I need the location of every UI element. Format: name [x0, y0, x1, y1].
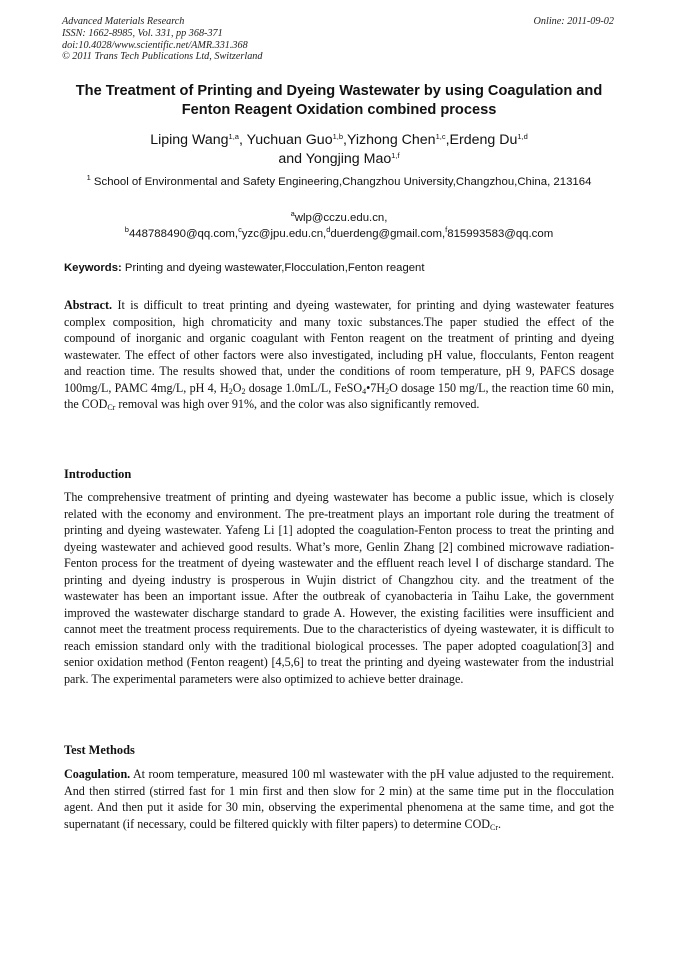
- keywords-text: Printing and dyeing wastewater,Flocculation,Fenton reagent: [121, 262, 425, 274]
- author-list: [55, 131, 623, 169]
- keywords-label: Keywords:: [64, 262, 122, 274]
- author-superscript: 1,b: [332, 132, 344, 141]
- abstract-text: O: [232, 380, 242, 395]
- coagulation-text-end: .: [498, 816, 502, 831]
- abstract-text: removal was high over 91%, and the color was also significantly removed.: [115, 397, 480, 411]
- doi-line: doi:10.4028/www.scientific.net/AMR.331.368: [62, 39, 248, 51]
- copyright-line: © 2011 Trans Tech Publications Ltd, Switzerland: [62, 51, 263, 63]
- abstract-text: It is difficult to treat printing and dyeing wastewater, for printing and dying wastewater features complex composition, high chromaticity and many toxic substances.The paper studied the effect of the compound of inorganic and organic coagulant with Fenton reagent on the treatment of printing and dyeing wastewater. The effect of other factors were also investigated, including pH value, flocculants, Fenton reagent and reaction time. The results showed that, under the conditions of room temperature, pH 9, PAFCS dosage 100mg/L, PAMC 4mg/L, pH 4, H: [64, 298, 614, 395]
- abstract-paragraph: [64, 297, 614, 413]
- abstract-text: •7H: [366, 380, 386, 395]
- paper-title: The Treatment of Printing and Dyeing Wastewater by using Coagulation and Fenton Reagent Oxidation combined process: [75, 83, 603, 118]
- author-superscript: 1,d: [517, 132, 528, 141]
- subscript: Cr: [490, 822, 499, 832]
- section-heading-test-methods: Test Methods: [64, 743, 135, 757]
- subscript: 4: [362, 386, 367, 396]
- author-name: , Yuchuan Guo: [238, 132, 333, 148]
- author-name: ,Erdeng Du: [445, 132, 518, 148]
- journal-name: Advanced Materials Research: [62, 16, 185, 27]
- email-superscript: d: [326, 224, 331, 234]
- email-superscript: f: [445, 224, 448, 234]
- email-b: 448788490@qq.com,: [128, 227, 239, 240]
- author-superscript: 1,f: [391, 151, 400, 160]
- abstract-text: dosage 1.0mL/L, FeSO: [245, 380, 363, 395]
- email-c: yzc@jpu.edu.cn,: [241, 227, 327, 240]
- online-date: Online: 2011-09-02: [533, 16, 614, 27]
- subscript: 2: [385, 386, 390, 396]
- affiliation: [80, 175, 598, 190]
- email-f: 815993583@qq.com: [447, 227, 554, 240]
- coagulation-text: At room temperature, measured 100 ml wastewater with the pH value adjusted to the requirement. And then stirred (stirred fast for 1 min first and then slow for 2 min) at the same time put in the flocculation agent. And then put it aside for 30 min, observing the experimental phenomena at the same time, and got the supernatant (if necessary, could be filtered quickly with filter papers) to determine COD: [64, 767, 614, 831]
- journal-header: [62, 16, 262, 63]
- introduction-paragraph: The comprehensive treatment of printing and dyeing wastewater has become a public issue, which is closely related with the economy and environment. The pre-treatment plays an important role during the treatment of printing and dyeing wastewater. Yafeng Li [1] adopted the coagulation-Fenton process to treat the printing and dyeing wastewater and achieved good results. What’s more, Genlin Zhang [2] combined microwave radiation-Fenton process for the treatment of dyeing wastewater and the effluent reach level Ⅰ of discharge standard. The printing and dyeing industry is prosperous in Wujin district of Changzhou city. and the treatment of the wastewater has been an important issue. After the outbreak of cyanobacteria in Taihu Lake, the government improved the wastewater discharge standard to grade A. However, the existing facilities were insufficient and cannot meet the treatment process requirements. Due to the characteristics of dyeing wastewater, it is difficult to reach emission standard only with the traditional biological processes. The paper adopted coagulation[3] and senior oxidation method (Fenton reagent) [4,5,6] to treat the printing and dyeing wastewater from the industrial park. The experimental parameters were also optimized to achieve better drainage.: [64, 490, 614, 686]
- affiliation-text: School of Environmental and Safety Engineering,Changzhou University,Changzhou,China, 213164: [90, 176, 592, 188]
- author-name: ,Yizhong Chen: [343, 132, 436, 148]
- subscript: 2: [241, 386, 246, 396]
- abstract-label: Abstract.: [64, 298, 113, 312]
- coagulation-label: Coagulation.: [64, 767, 131, 781]
- section-heading-introduction: Introduction: [64, 467, 132, 481]
- author-name: Liping Wang: [150, 132, 229, 148]
- email-superscript: a: [290, 209, 295, 218]
- email-d: duerdeng@gmail.com,: [330, 227, 446, 240]
- email-superscript: c: [238, 224, 242, 234]
- abstract-text: O dosage 150 mg/L, the reaction time 60 min, the COD: [64, 380, 615, 411]
- author-name: and Yongjing Mao: [278, 151, 392, 167]
- subscript: Cr: [107, 403, 116, 412]
- affiliation-superscript: 1: [86, 173, 91, 182]
- issn-line: ISSN: 1662-8985, Vol. 331, pp 368-371: [62, 27, 223, 39]
- author-superscript: 1,c: [435, 132, 446, 141]
- keywords: [64, 262, 424, 274]
- email-superscript: b: [124, 224, 129, 234]
- email-a: wlp@cczu.edu.cn,: [294, 212, 388, 224]
- subscript: 2: [228, 386, 233, 396]
- author-emails: [55, 211, 623, 242]
- coagulation-paragraph: [64, 766, 614, 832]
- author-superscript: 1,a: [228, 132, 239, 141]
